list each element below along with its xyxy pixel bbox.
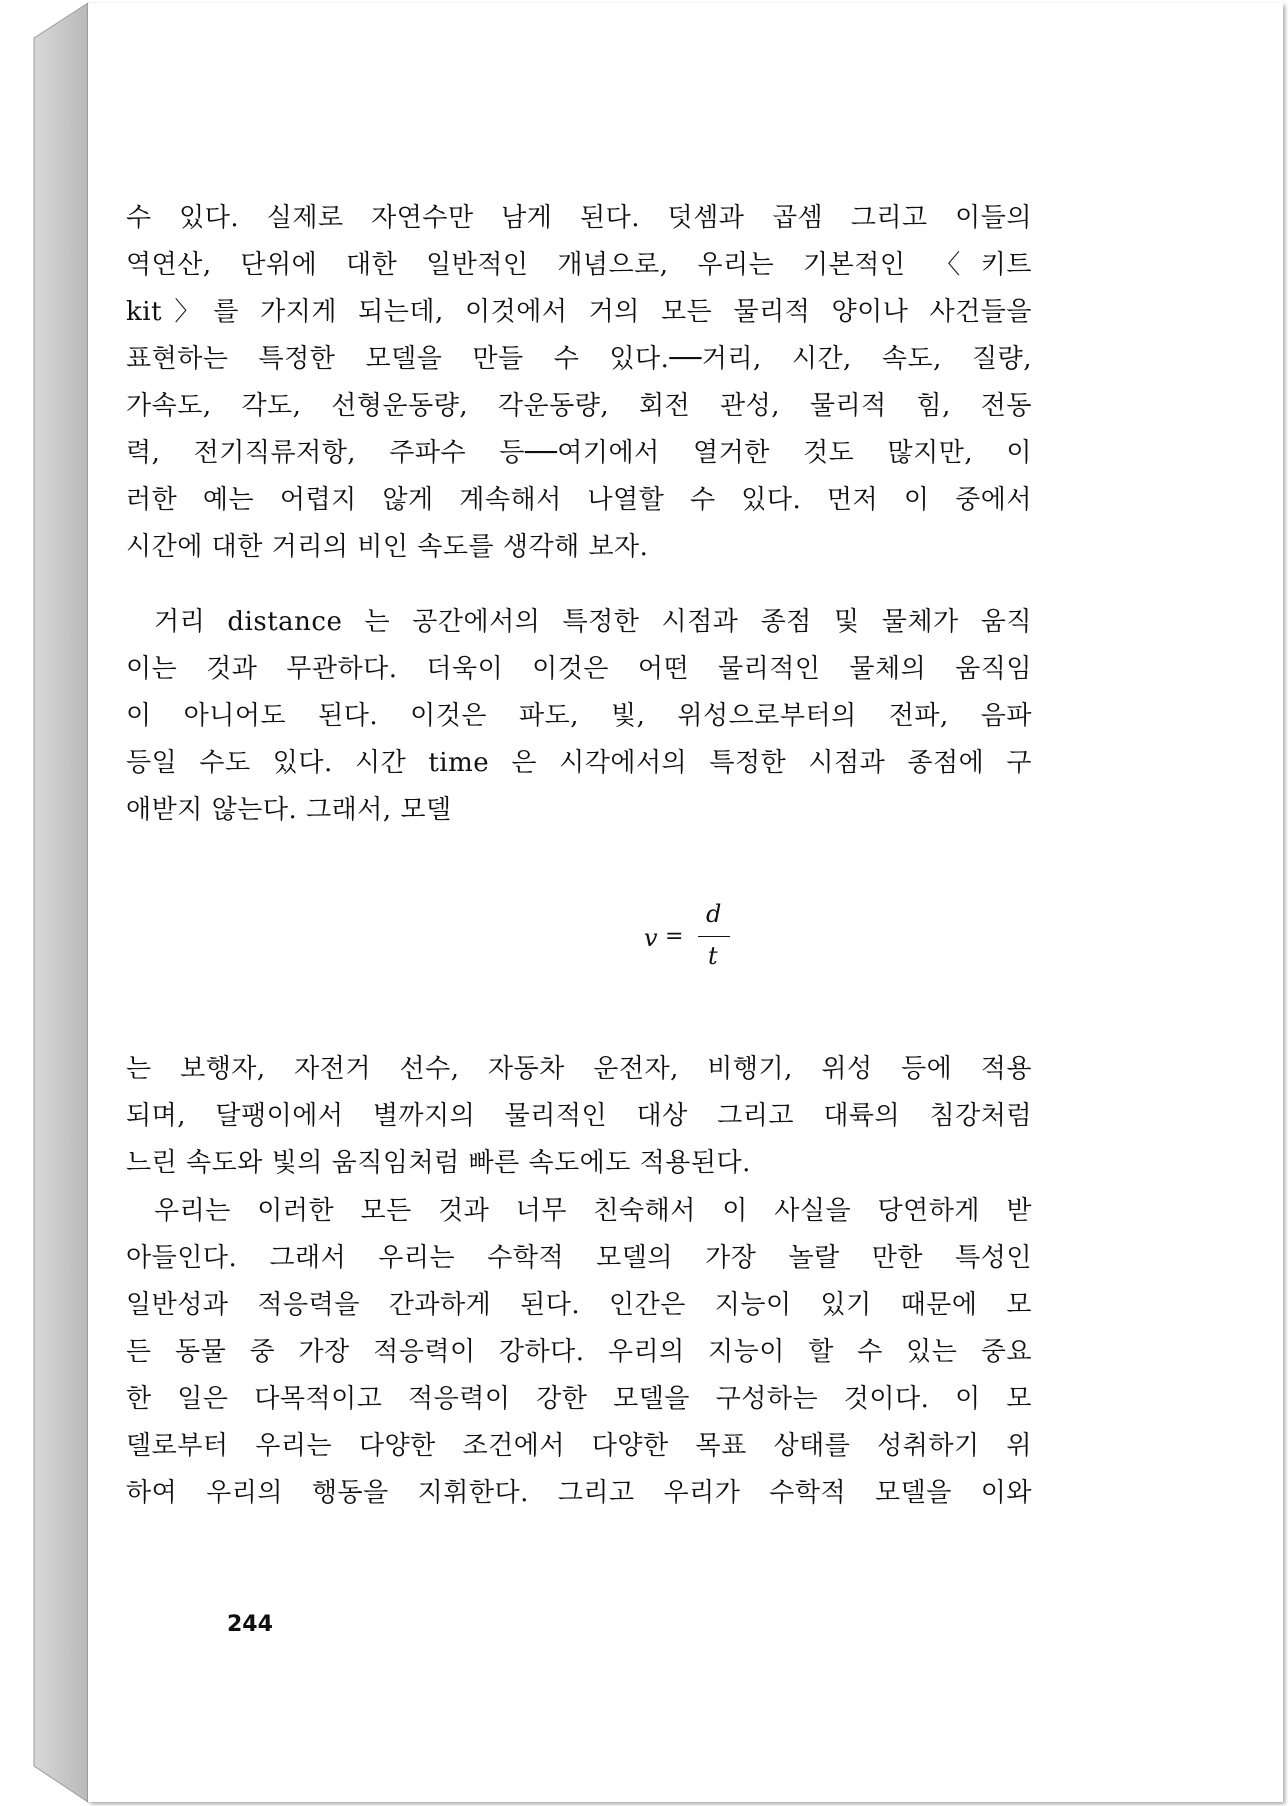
text-line: 우리는 이러한 모든 것과 너무 친숙해서 이 사실을 당연하게 받: [154, 1196, 1032, 1226]
text-line: 표현하는 특정한 모델을 만들 수 있다.──거리, 시간, 속도, 질량,: [126, 344, 1032, 374]
text-line: 애받지 않는다. 그래서, 모델: [126, 795, 452, 825]
text-line: kit〉를 가지게 되는데, 이것에서 거의 모든 물리적 양이나 사건들을: [126, 297, 1032, 327]
formula-denominator: t: [708, 942, 718, 970]
text-line: 거리 distance 는 공간에서의 특정한 시점과 종점 및 물체가 움직: [154, 607, 1032, 637]
velocity-formula: [644, 900, 744, 970]
text-line: 하여 우리의 행동을 지휘한다. 그리고 우리가 수학적 모델을 이와: [126, 1478, 1032, 1508]
text-line: 러한 예는 어렵지 않게 계속해서 나열할 수 있다. 먼저 이 중에서: [126, 485, 1032, 515]
text-line: 등일 수도 있다. 시간 time 은 시각에서의 특정한 시점과 종점에 구: [126, 748, 1032, 778]
text-line: 일반성과 적응력을 간과하게 된다. 인간은 지능이 있기 때문에 모: [126, 1290, 1032, 1320]
text-line: 이는 것과 무관하다. 더욱이 이것은 어떤 물리적인 물체의 움직임: [126, 654, 1032, 684]
text-line: 든 동물 중 가장 적응력이 강하다. 우리의 지능이 할 수 있는 중요: [126, 1337, 1032, 1367]
text-line: 시간에 대한 거리의 비인 속도를 생각해 보자.: [126, 532, 649, 562]
text-line: 가속도, 각도, 선형운동량, 각운동량, 회전 관성, 물리적 힘, 전동: [126, 391, 1032, 421]
text-line: 한 일은 다목적이고 적응력이 강한 모델을 구성하는 것이다. 이 모: [126, 1384, 1032, 1414]
text-line: 되며, 달팽이에서 별까지의 물리적인 대상 그리고 대륙의 침강처럼: [126, 1101, 1032, 1131]
text-line: 력, 전기직류저항, 주파수 등──여기에서 열거한 것도 많지만, 이: [126, 438, 1032, 468]
formula-numerator: d: [706, 900, 722, 928]
text-line: 는 보행자, 자전거 선수, 자동차 운전자, 비행기, 위성 등에 적용: [126, 1054, 1032, 1084]
text-line: 역연산, 단위에 대한 일반적인 개념으로, 우리는 기본적인 〈키트: [126, 250, 1032, 280]
page-number: 244: [227, 1612, 273, 1637]
text-line: 이 아니어도 된다. 이것은 파도, 빛, 위성으로부터의 전파, 음파: [126, 701, 1032, 731]
fraction-bar: [698, 936, 730, 937]
spine-shape: [34, 3, 88, 1802]
formula-equals: =: [665, 924, 684, 949]
text-line: 느린 속도와 빛의 움직임처럼 빠른 속도에도 적용된다.: [126, 1148, 751, 1178]
text-line: 수 있다. 실제로 자연수만 남게 된다. 덧셈과 곱셈 그리고 이들의: [126, 203, 1032, 233]
text-line: 델로부터 우리는 다양한 조건에서 다양한 목표 상태를 성취하기 위: [126, 1431, 1032, 1461]
formula-lhs: v: [644, 924, 658, 952]
text-line: 아들인다. 그래서 우리는 수학적 모델의 가장 놀랄 만한 특성인: [126, 1243, 1032, 1273]
